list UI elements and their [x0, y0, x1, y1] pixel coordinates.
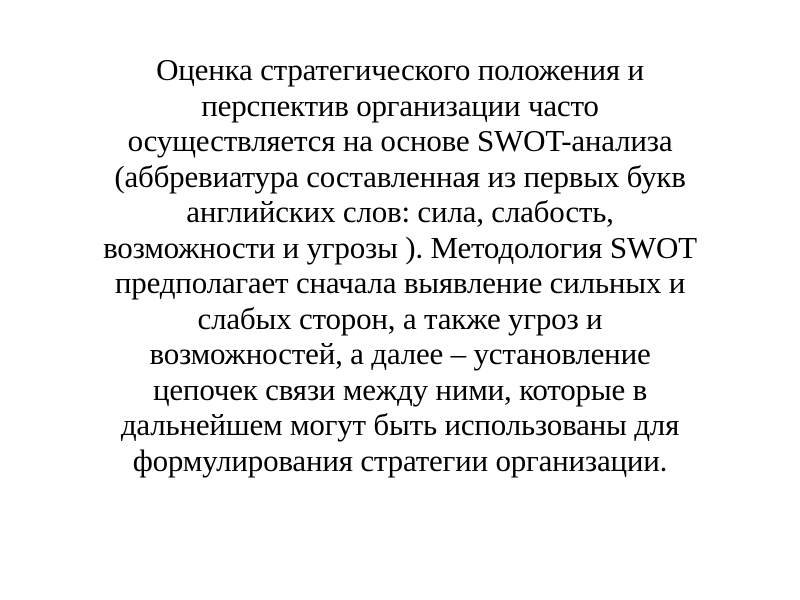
- text-line: осуществляется на основе SWOT-анализа: [127, 123, 673, 158]
- text-line: английских слов: сила, слабость,: [186, 194, 614, 229]
- text-line: предполагает сначала выявление сильных и: [114, 265, 686, 300]
- text-line: формулирования стратегии организации.: [132, 442, 668, 478]
- text-line: возможности и угрозы ). Методология SWOT: [103, 229, 697, 265]
- slide-body-text: [18, 52, 782, 478]
- text-line: дальнейшем могут быть использованы для: [120, 407, 680, 442]
- text-line: возможностей, а далее – установление: [149, 336, 651, 371]
- text-line: слабых сторон, а также угроз и: [197, 300, 603, 336]
- text-line: (аббревиатура составленная из первых букв: [114, 158, 686, 194]
- text-line: цепочек связи между ними, которые в: [152, 371, 648, 407]
- text-line: Оценка стратегического положения и: [156, 52, 644, 87]
- text-line: перспектив организации часто: [201, 87, 599, 123]
